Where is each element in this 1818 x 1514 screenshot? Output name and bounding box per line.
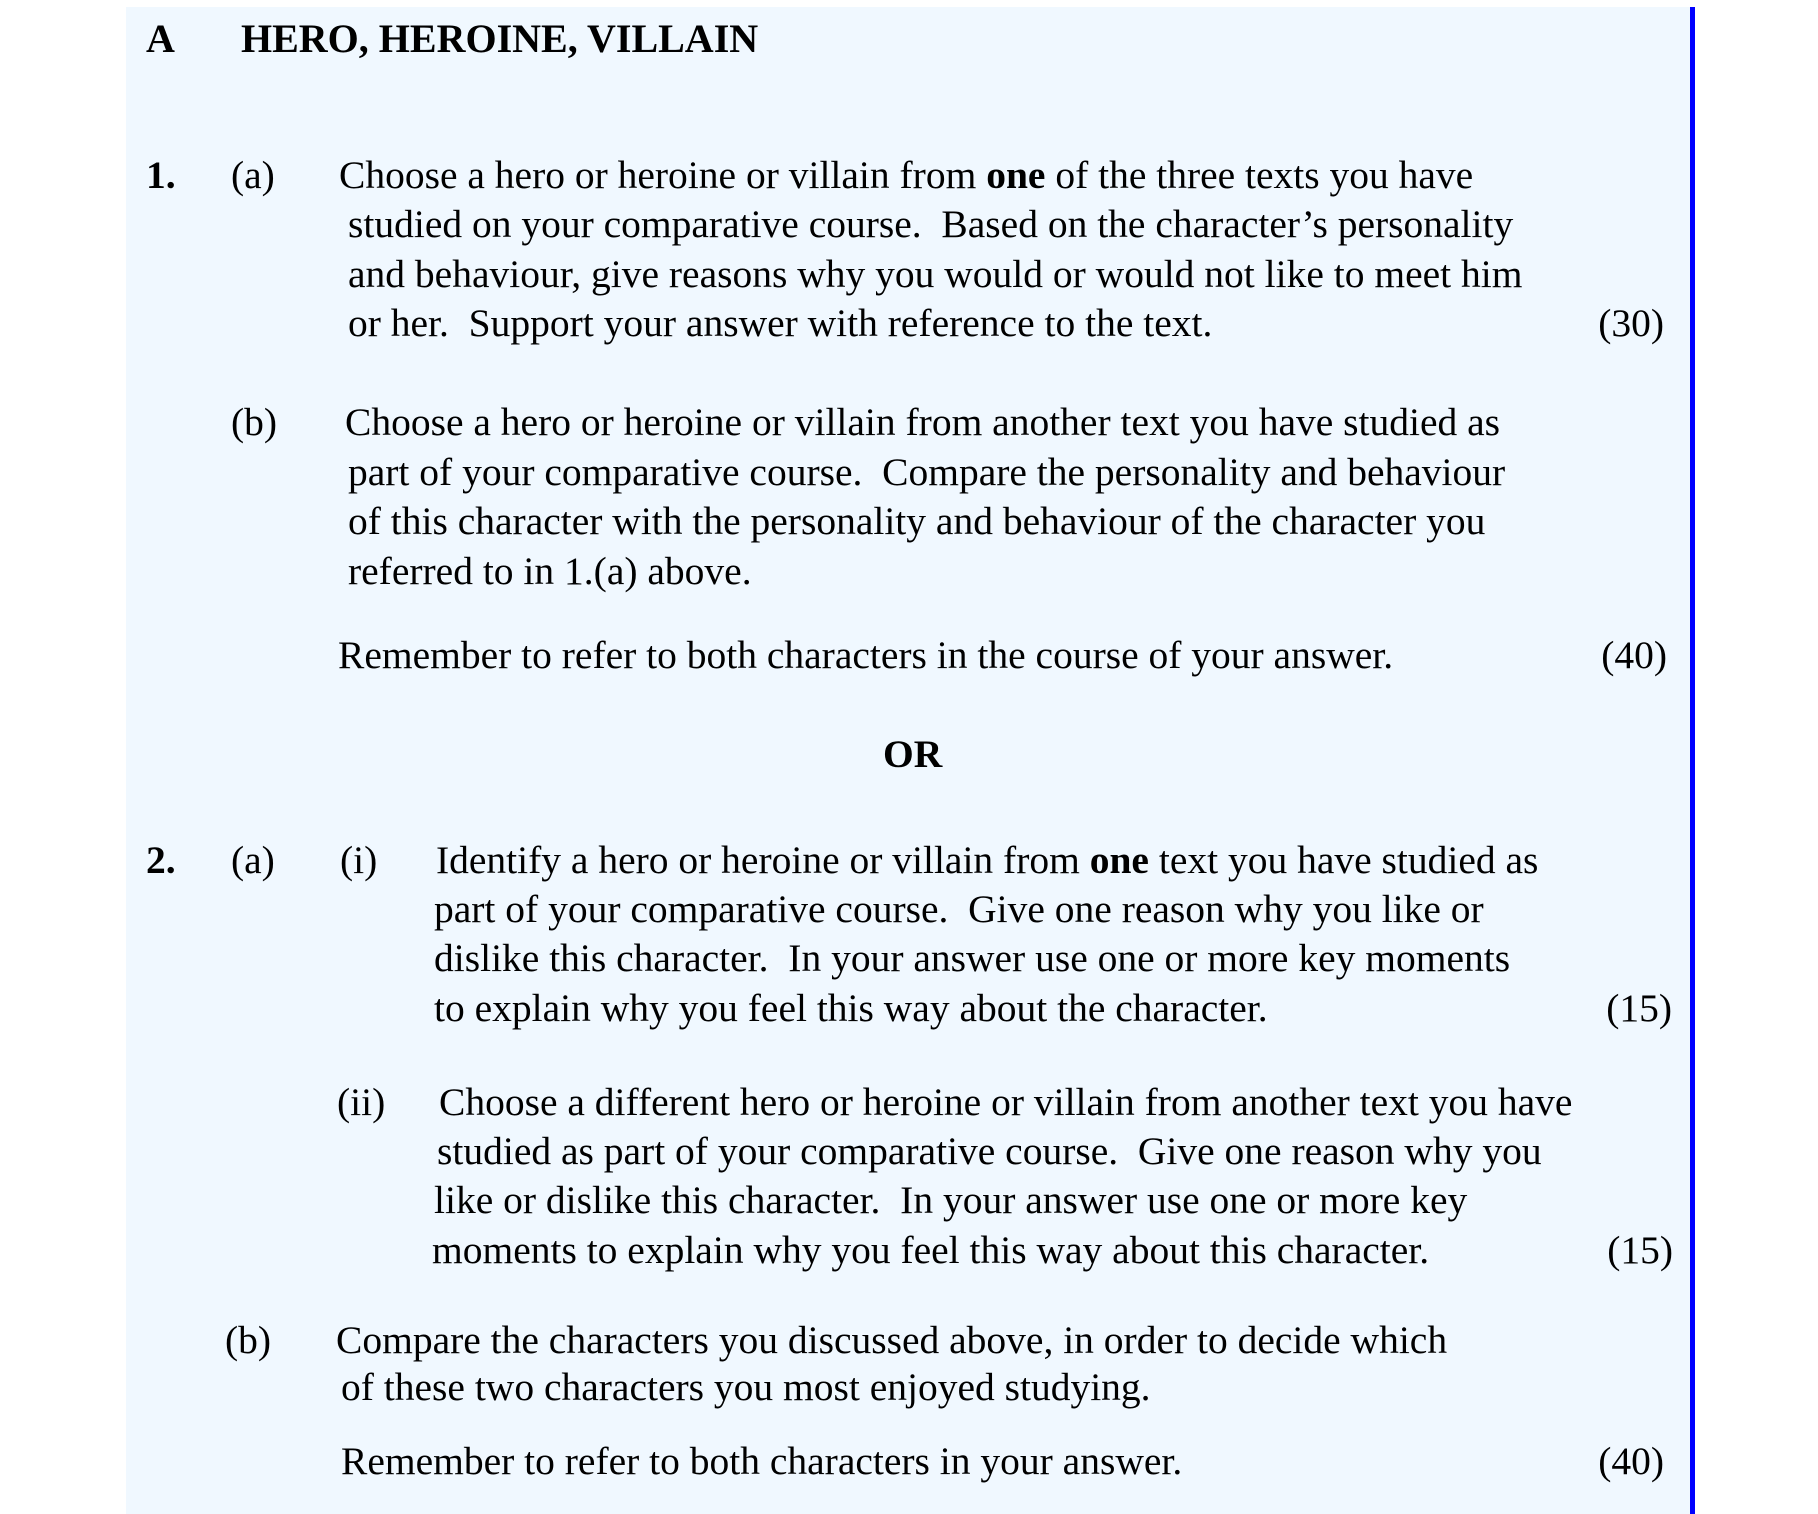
question-2a-i-label: (i) [340,838,378,882]
q1a-text: Choose a hero or heroine or villain from [339,153,987,197]
question-2a-i-marks: (15) [1606,986,1672,1030]
question-1b-line-2: part of your comparative course. Compare the personality and behaviour [348,450,1506,494]
question-2b-line-2: of these two characters you most enjoyed studying. [341,1365,1151,1409]
question-2a-i-line-2: part of your comparative course. Give one reason why you like or [434,887,1484,931]
q2ai-text-cont: text you have studied as [1148,838,1539,882]
question-1a-label: (a) [231,153,275,197]
question-1b-line-1: Choose a hero or heroine or villain from another text you have studied as [345,400,1501,444]
question-2a-ii-line-4: moments to explain why you feel this way about this character. [432,1228,1430,1272]
question-2a-ii-line-1: Choose a different hero or heroine or villain from another text you have [439,1080,1573,1124]
question-2-number: 2. [146,838,176,882]
question-2a-ii-marks: (15) [1607,1228,1673,1272]
question-2a-ii-label: (ii) [337,1080,386,1124]
question-1a-line-4: or her. Support your answer with reference to the text. [348,301,1213,345]
question-2a-i-line-1 [436,837,1538,883]
question-1a-marks: (30) [1598,301,1664,345]
question-2b-reminder: Remember to refer to both characters in your answer. [341,1439,1183,1483]
question-1-number: 1. [146,153,176,197]
question-2b-line-1: Compare the characters you discussed above, in order to decide which [336,1318,1448,1362]
question-2a-label: (a) [231,838,275,882]
question-1b-line-3: of this character with the personality and behaviour of the character you [348,499,1486,543]
or-divider: OR [883,732,943,776]
question-1b-marks: (40) [1601,633,1667,677]
q2ai-emphasis: one [1089,838,1149,882]
q1a-text-cont: of the three texts you have [1045,153,1474,197]
question-1b-line-4: referred to in 1.(a) above. [348,549,752,593]
question-2a-ii-line-3: like or dislike this character. In your answer use one or more key [434,1178,1468,1222]
question-1a-line-1 [339,152,1473,198]
question-2b-marks: (40) [1598,1439,1664,1483]
section-letter: A [146,16,175,61]
q1a-emphasis: one [986,153,1046,197]
question-2b-label: (b) [225,1318,272,1362]
question-1b-reminder: Remember to refer to both characters in the course of your answer. [338,633,1394,677]
section-title: HERO, HEROINE, VILLAIN [241,16,759,61]
question-1b-label: (b) [231,400,278,444]
question-2a-i-line-4: to explain why you feel this way about the character. [434,986,1268,1030]
question-1a-line-2: studied on your comparative course. Based on the character’s personality [348,202,1514,246]
question-1a-line-3: and behaviour, give reasons why you would or would not like to meet him [348,252,1523,296]
question-2a-i-line-3: dislike this character. In your answer use one or more key moments [434,936,1511,980]
q2ai-text: Identify a hero or heroine or villain from [436,838,1090,882]
question-2a-ii-line-2: studied as part of your comparative course. Give one reason why you [437,1129,1542,1173]
